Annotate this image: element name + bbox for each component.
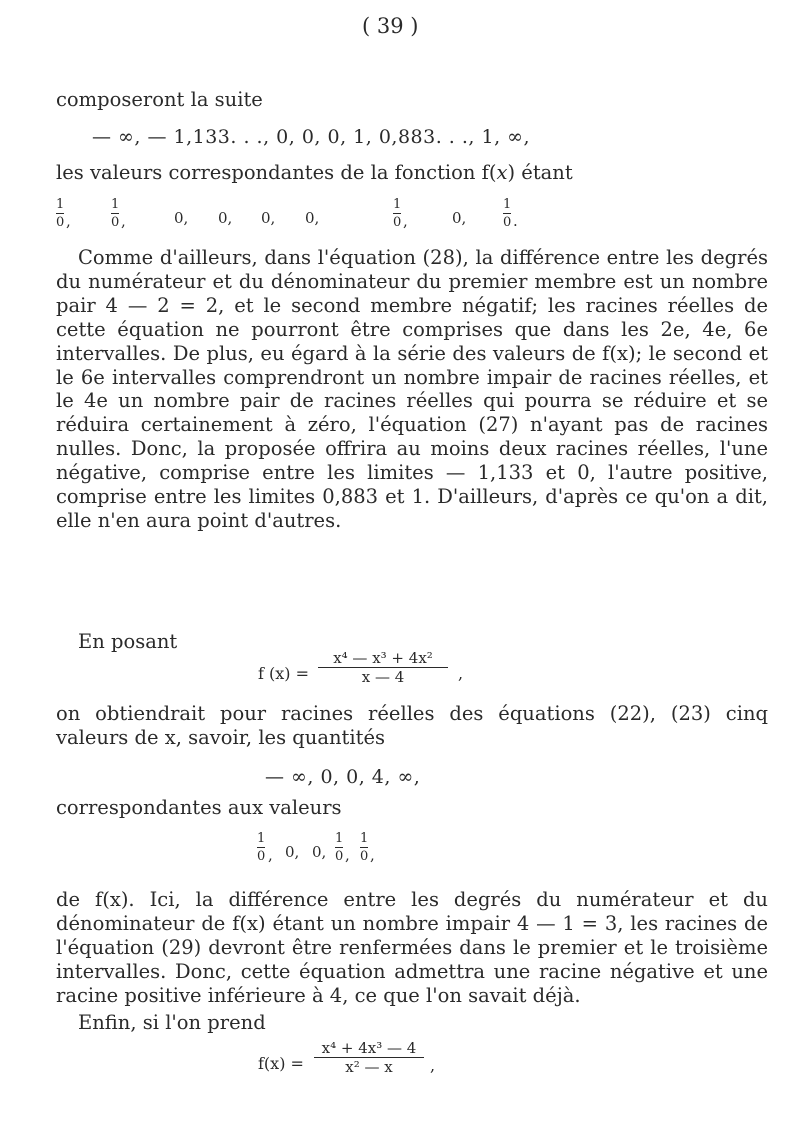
zero-value: 0, (174, 209, 189, 227)
formula-1: f (x) = x⁴ — x³ + 4x² x — 4 , (258, 649, 464, 686)
zero-value: 0, (218, 209, 233, 227)
paragraph-3: de f(x). Ici, la différence entre les degrés du numérateur et du dénominateur de f(x) étant un nombre impair 4 — 1 = 3, les racines de l'équation (29) devront être renfermées dans le premier et le troisième intervalles. Donc, cette équation admettra une racine négative et une racine positive inférieure à 4, ce que l'on savait déjà. (56, 888, 768, 1007)
sequence-x-values: — ∞, — 1,133. . ., 0, 0, 0, 1, 0,883. . ., 1, ∞, (92, 126, 531, 148)
sequence-2: — ∞, 0, 0, 4, ∞, (265, 766, 421, 788)
zero-value: 0, (285, 843, 300, 861)
fraction-one-over-zero: 1 0 (335, 831, 344, 864)
paragraph-2: on obtiendrait pour racines réelles des équations (22), (23) cinq valeurs de x, savoir, les quantités (56, 702, 768, 749)
zero-value: 0, (312, 843, 327, 861)
intro-line: composeront la suite (56, 88, 263, 111)
formula-2-denominator: x² — x (345, 1058, 393, 1076)
zero-value: 0, (261, 209, 276, 227)
fraction-one-over-zero: 1 0 (360, 831, 369, 864)
formula-2-lhs: f(x) = (258, 1054, 304, 1073)
page-number: ( 39 ) (362, 14, 419, 38)
fraction-one-over-zero: 1 0 (111, 197, 120, 230)
fraction-one-over-zero: 1 0 (257, 831, 266, 864)
formula-1-lhs: f (x) = (258, 664, 310, 683)
formula-1-denominator: x — 4 (361, 668, 405, 686)
formula-1-numerator: x⁴ — x³ + 4x² (333, 649, 433, 667)
fraction-one-over-zero: 1 0 (503, 197, 512, 230)
function-values-row-2: 1 0 , 0, 0, 1 0 , 1 0 , (257, 831, 375, 864)
fraction-one-over-zero: 1 0 (56, 197, 65, 230)
values-line: les valeurs correspondantes de la fonction f(x) étant (56, 161, 573, 184)
correspondantes-line: correspondantes aux valeurs (56, 796, 342, 819)
zero-value: 0, (452, 209, 467, 227)
enfin-line: Enfin, si l'on prend (78, 1011, 266, 1034)
en-posant: En posant (78, 630, 178, 653)
formula-2: f(x) = x⁴ + 4x³ — 4 x² — x , (258, 1039, 436, 1076)
formula-2-numerator: x⁴ + 4x³ — 4 (321, 1039, 417, 1057)
fraction-one-over-zero: 1 0 (393, 197, 402, 230)
paragraph-1: Comme d'ailleurs, dans l'équation (28), la différence entre les degrés du numérateur et du dénominateur du premier membre est un nombre pair 4 — 2 = 2, et le second membre négatif; les racines réelles de cette équation ne pourront être comprises que dans les 2e, 4e, 6e intervalles. De plus, eu égard à la série des valeurs de f(x); le second et le 6e intervalles comprendront un nombre impair de racines réelles, et le 4e un nombre pair de racines réelles qui pourra se réduire et se réduira certainement à zéro, l'équation (27) n'ayant pas de racines nulles. Donc, la proposée offrira au moins deux racines réelles, l'une négative, comprise entre les limites — 1,133 et 0, l'autre positive, comprise entre les limites 0,883 et 1. D'ailleurs, d'après ce qu'on a dit, elle n'en aura point d'autres. (56, 246, 768, 532)
function-values-row-1: 1 0 , 1 0 , 0, 0, 0, 0, 1 0 , 0, 1 0 . (56, 197, 518, 230)
zero-value: 0, (305, 209, 320, 227)
